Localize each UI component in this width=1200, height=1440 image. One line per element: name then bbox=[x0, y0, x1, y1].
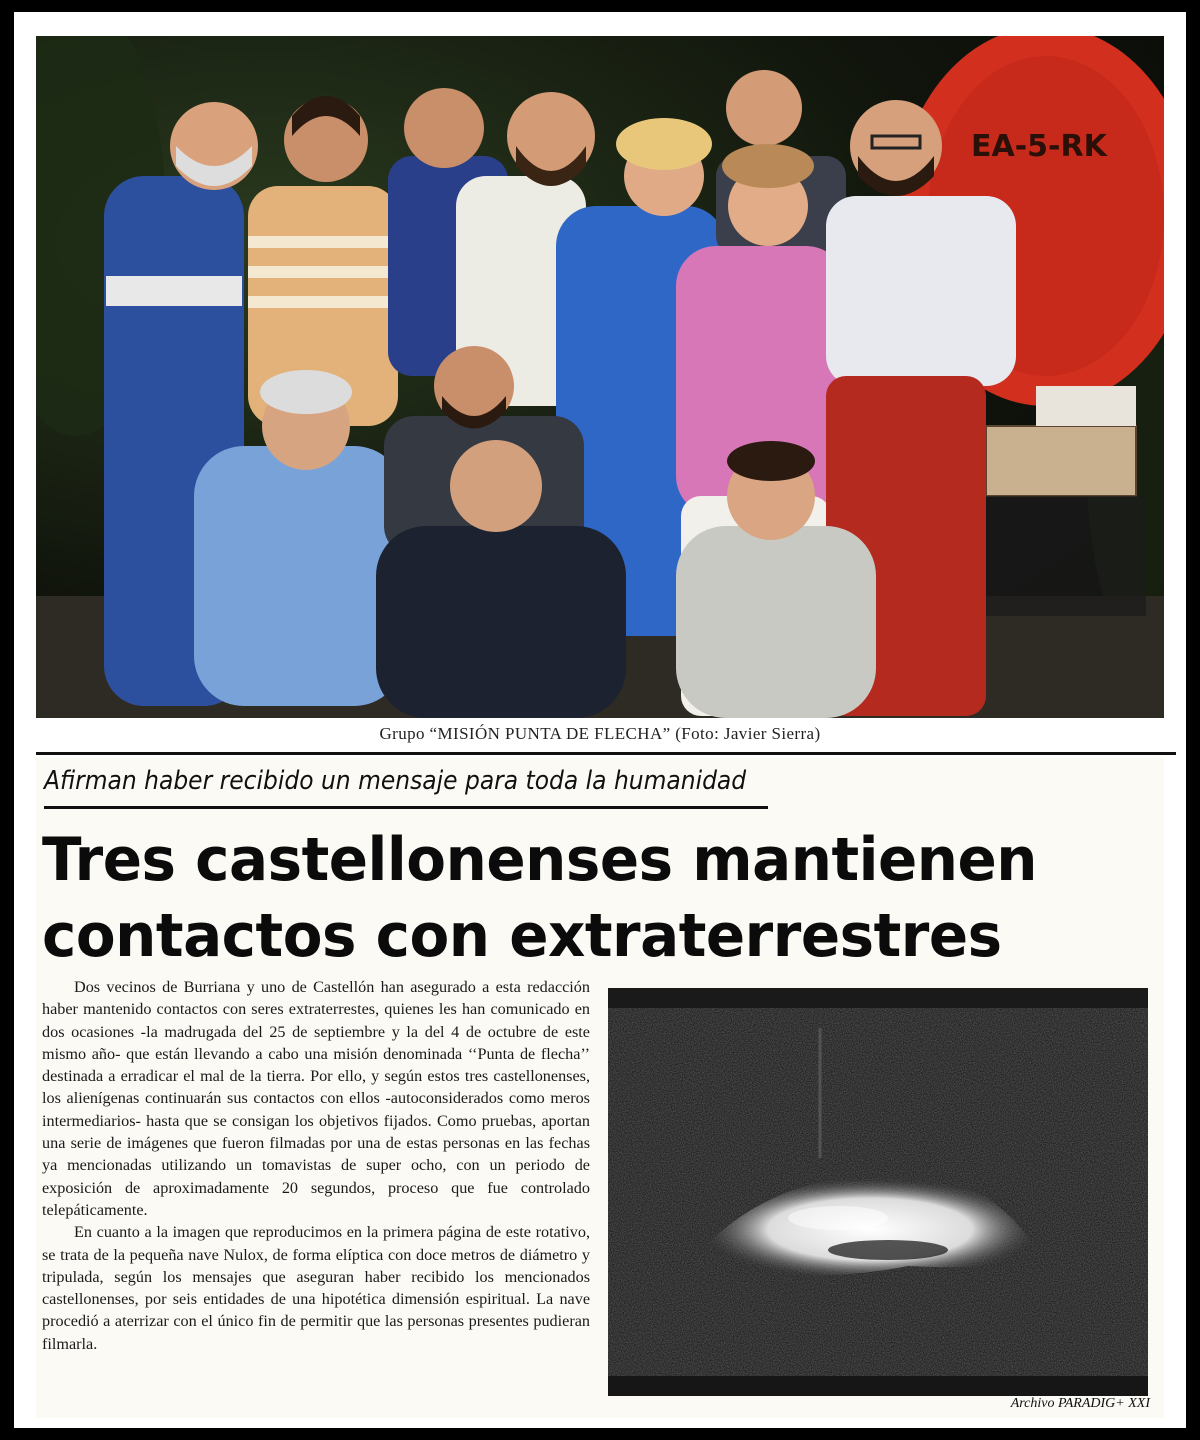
ufo-photo-illustration bbox=[608, 988, 1148, 1396]
page-frame bbox=[14, 12, 1186, 1428]
archive-credit: Archivo PARADIG+ XXI bbox=[1010, 1396, 1150, 1411]
headline bbox=[42, 822, 1123, 974]
kicker: Afirman haber recibido un mensaje para toda la humanidad bbox=[44, 766, 747, 796]
headline-line-2: contactos con extraterrestres bbox=[42, 901, 1002, 971]
group-photo-illustration bbox=[36, 36, 1164, 718]
article-body bbox=[42, 976, 590, 1355]
newspaper-clipping bbox=[36, 758, 1164, 1418]
group-photo bbox=[36, 36, 1164, 718]
kicker-underline bbox=[44, 806, 768, 809]
radio-equipment bbox=[986, 426, 1136, 496]
dish-callsign: EA-5-RK bbox=[971, 129, 1107, 164]
section-divider bbox=[36, 752, 1176, 755]
photo-caption: Grupo “MISIÓN PUNTA DE FLECHA” (Foto: Javier Sierra) bbox=[379, 724, 821, 743]
headline-line-1: Tres castellonenses mantienen bbox=[42, 825, 1038, 895]
article-paragraph-1: Dos vecinos de Burriana y uno de Castellón han asegurado a esta redacción haber mantenido contactos con seres extraterrestes, quienes les han comunicado en dos ocasiones -la madrugada del 25 de septiembre y la del 4 de octubre de este mismo año- que están llevando a cabo una misión denominada ‘‘Punta de flecha’’ destinada a erradicar el mal de la tierra. Por ello, y según estos tres castellonenses, los alienígenas continuarán sus contactos con ellos -autoconsiderados como meros intermediarios- hasta que se consigan los objetivos fijados. Como pruebas, aportan una serie de imágenes que fueron filmadas por una de estas personas en las fechas ya mencionadas utilizando un tomavistas de super ocho, con un periodo de exposición de aproximadamente 20 segundos, proceso que fue controlado telepáticamente. bbox=[42, 978, 590, 1219]
ufo-photo bbox=[608, 988, 1148, 1396]
article-paragraph-2: En cuanto a la imagen que reproducimos en la primera página de este rotativo, se trata de la pequeña nave Nulox, de forma elíptica con doce metros de diámetro y tripulada, según los mensajes que aseguran haber recibido los mencionados castellonenses, por seis entidades de una hipotética dimensión espiritual. La nave procedió a aterrizar con el único fin de permitir que las personas presentes pudieran filmarla. bbox=[42, 1223, 590, 1353]
